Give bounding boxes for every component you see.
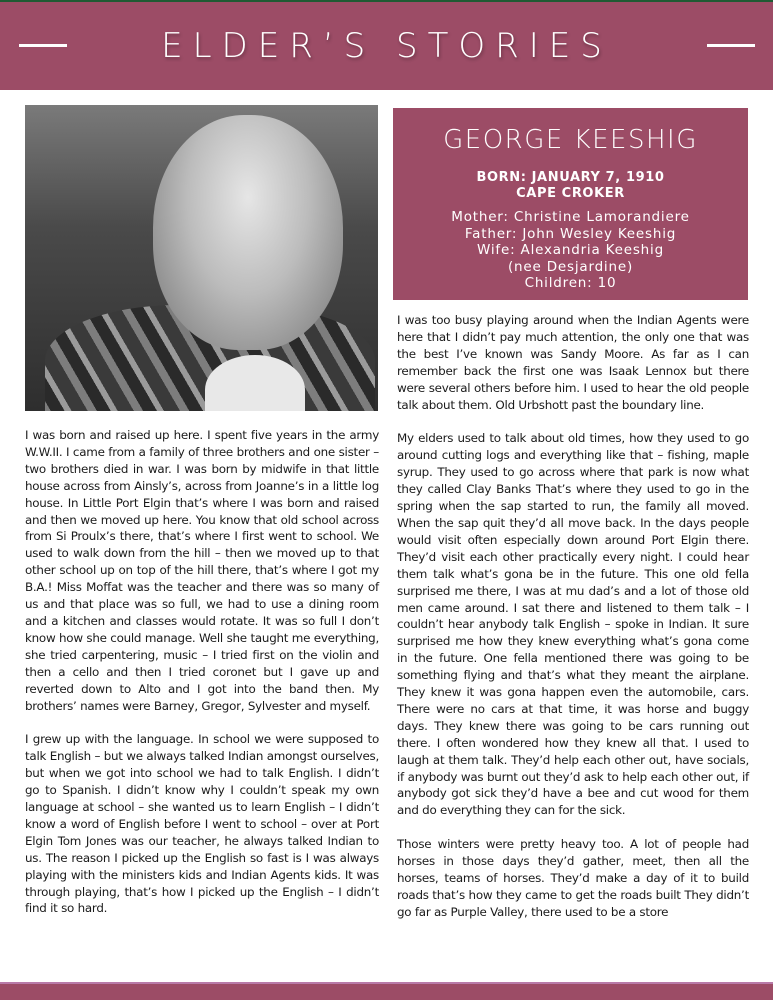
birth-info	[393, 170, 748, 202]
story-paragraph: I was born and raised up here. I spent five years in the army W.W.II. I came from a family of three brothers and one sister – two brothers died in war. I was born by midwife in that little house across from Ainsly’s, across from Joanne’s in a little log house. In Little Port Elgin that’s where I was born and raised and then we moved up here. You know that old school across from Si Proulx’s there, that’s where I first went to school. We used to walk down from the hill – then we moved up to that other school up on top of the hill there, that’s where I got my B.A.! Miss Moffat was the teacher and there was so many of us and that place was so full, we had to use a dining room and a kitchen and classes would rotate. It was so full I don’t know how she could manage. Well she taught me everything, she tried carpentering, music – I tried first on the violin and then a cello and then I tried coronet but I gave up and reverted down to Alto and I got into the band then. My brothers’ names were Barney, Gregor, Sylvester and myself.	[25, 428, 379, 713]
children: Children: 10	[524, 275, 617, 291]
wife-maiden-name: (nee Desjardine)	[507, 258, 634, 275]
birth-date: BORN: JANUARY 7, 1910	[476, 170, 665, 185]
elder-portrait-photo	[25, 105, 378, 411]
story-right-column	[397, 312, 749, 938]
family-details	[393, 209, 748, 292]
father: Father: John Wesley Keeshig	[464, 225, 677, 242]
story-paragraph: My elders used to talk about old times, how they used to go around cutting logs and everything like that – fishing, maple syrup. They used to go across where that park is now what they called Clay Banks That’s where they used to go in the spring when the sap started to run, the family all moved. When the sap quit they’d all move back. In the days people would visit often especially down around Port Elgin there. They’d visit each other practically every night. I could hear them talk what’s gona be in the future. This one old fella surprised me there, I was at mu dad’s and a lot of those old men came around. I sat there and listened to them talk – I couldn’t hear anybody talk English – spoke in Indian. It sure surprised me how they knew everything what’s gona come in the future. One fella mentioned there was going to be something flying and that’s what they meant the airplane. They knew it was gona happen even the automobile, cars. There were no cars at that time, it was horse and buggy days. They knew there was going to be cars running out there. I often wondered how they knew all that. I used to laugh at them talk. They’d help each other out, have socials, if anybody was burnt out they’d ask to help each other out, if anybody got sick they’d have a bee and cut wood for them and do everything they can for the sick.	[397, 431, 749, 818]
page-header	[0, 2, 773, 90]
page-title: ELDER’S STORIES	[161, 26, 612, 66]
mother: Mother: Christine Lamorandiere	[451, 209, 690, 225]
birth-place: CAPE CROKER	[516, 186, 625, 201]
footer-bar	[0, 982, 773, 1000]
story-left-column	[25, 427, 379, 934]
story-paragraph: Those winters were pretty heavy too. A lot of people had horses in those days they’d gather, meet, then all the horses, teams of horses. They’d make a day of it to build roads that’s how they came to get the roads built They didn’t go far as Purple Valley, there used to be a store	[397, 837, 749, 919]
bio-box	[393, 108, 748, 300]
wife: Wife: Alexandria Keeshig	[477, 242, 664, 258]
elder-name: GEORGE KEESHIG	[443, 125, 698, 155]
story-paragraph: I was too busy playing around when the Indian Agents were here that I didn’t pay much attention, the only one that was the best I’ve known was Sandy Moore. As far as I can remember back the first one was Isaak Lennox but there were several others before him. I used to hear the old people talk about them. Old Urbshott past the boundary line.	[397, 313, 749, 412]
portrait-head	[153, 115, 343, 350]
header-dash-right	[707, 44, 755, 47]
story-paragraph: I grew up with the language. In school we were supposed to talk English – but we always talked Indian amongst ourselves, but when we got into school we had to talk English. I didn’t go to Spanish. I didn’t know why I couldn’t speak my own language at school – she wanted us to learn English – I didn’t know a word of English before I went to school – over at Port Elgin Tom Jones was our teacher, he always talked Indian to us. The reason I picked up the English so fast is I was always playing with the ministers kids and Indian Agents kids. It was through playing, that’s how I picked up the English – I didn’t find it so hard.	[25, 732, 379, 916]
